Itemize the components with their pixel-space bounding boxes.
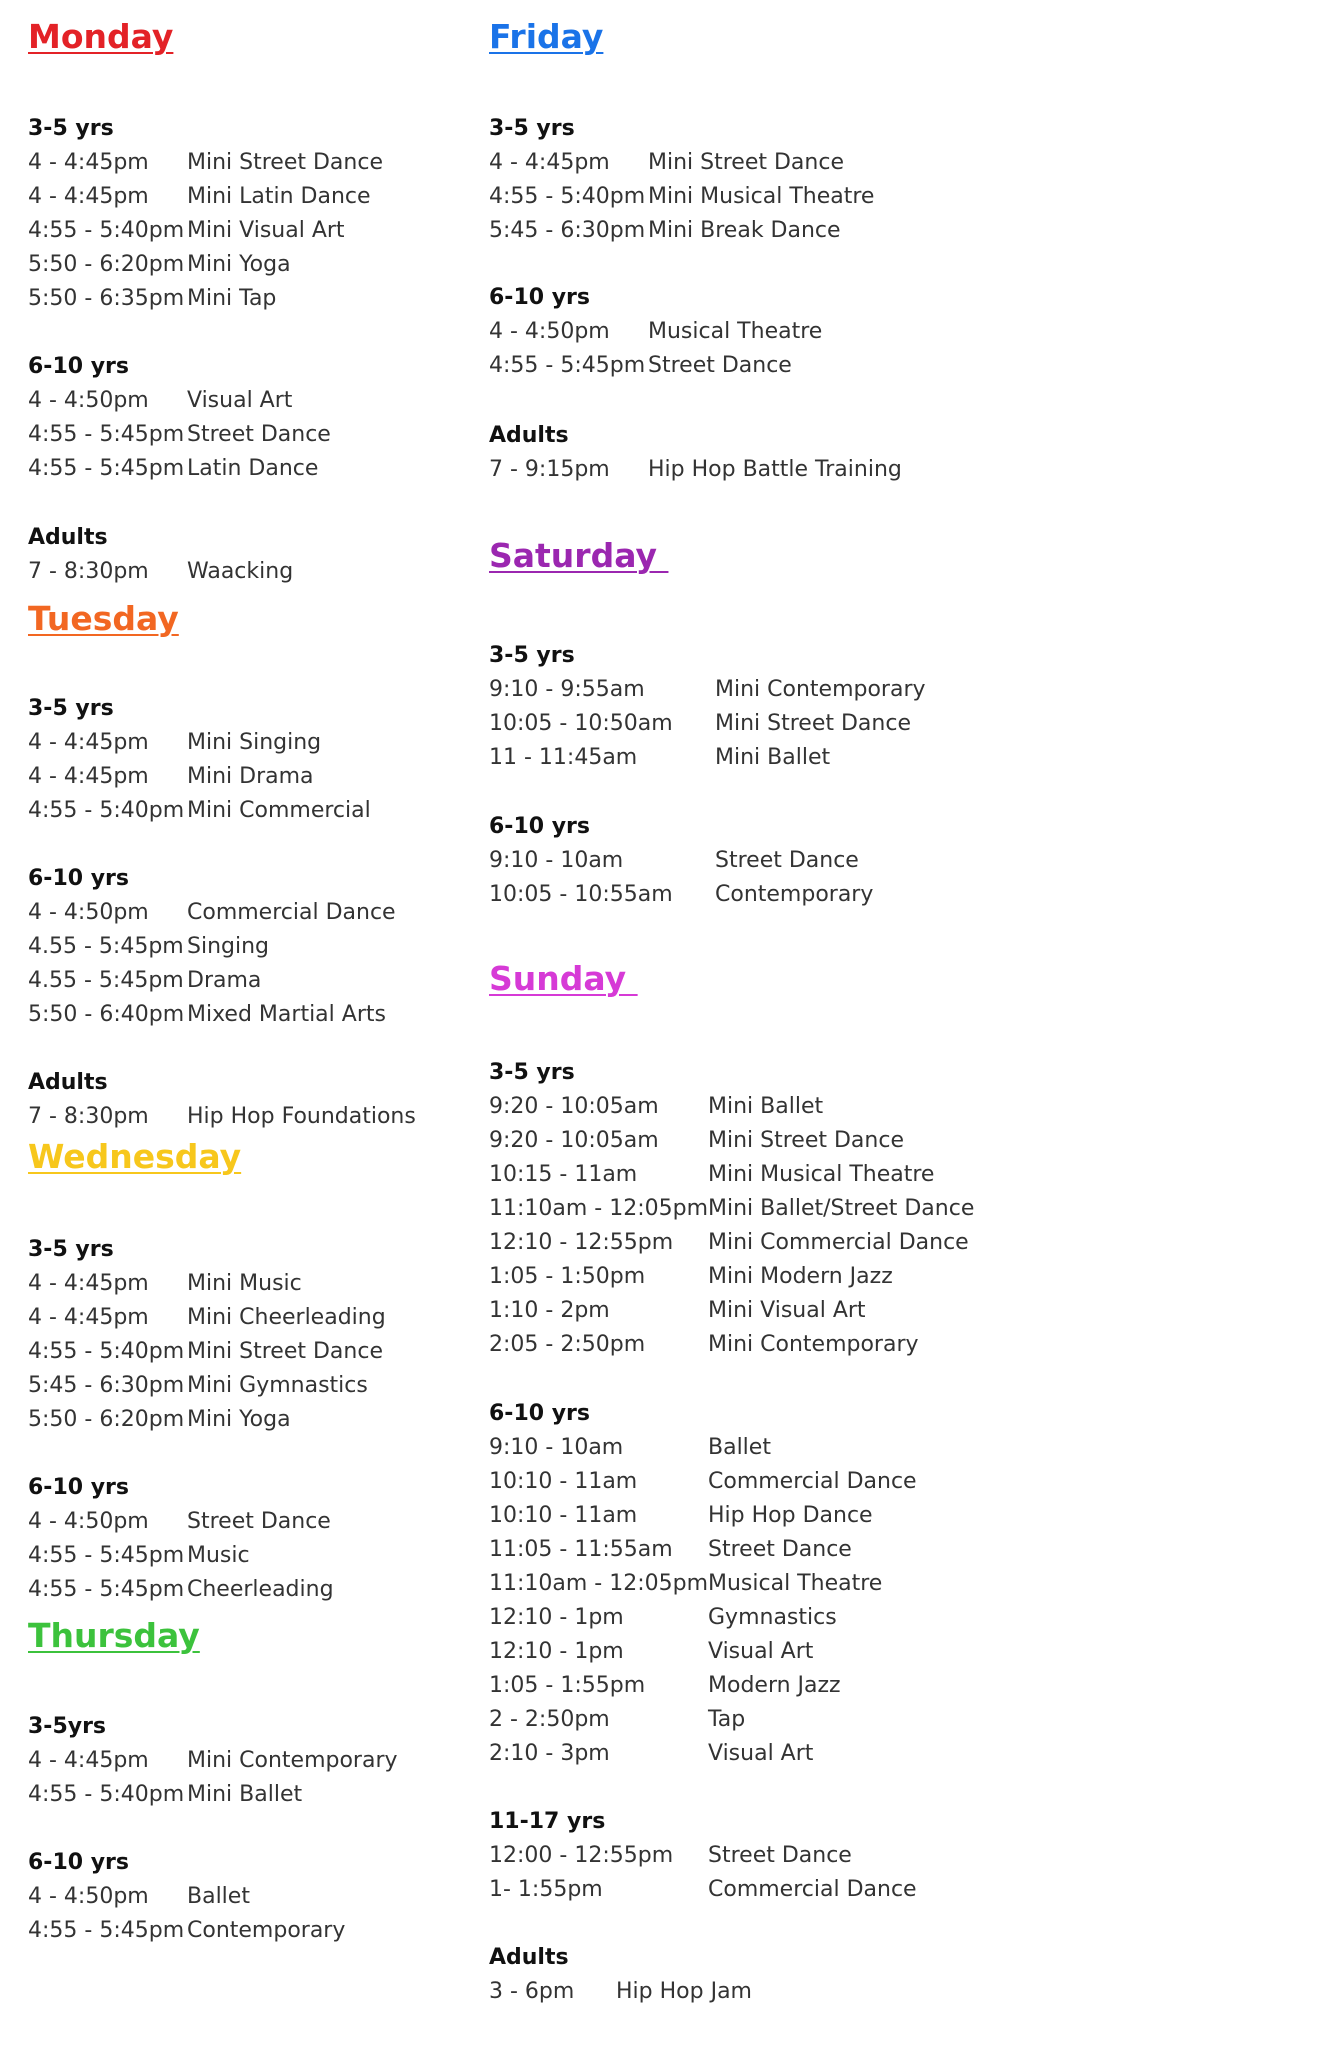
class-time: 4 - 4:45pm — [489, 150, 610, 175]
class-time: 4 - 4:45pm — [28, 150, 149, 175]
age-group-label: 6-10 yrs — [28, 354, 129, 379]
class-name: Hip Hop Foundations — [187, 1104, 416, 1129]
class-name: Mini Musical Theatre — [648, 184, 875, 209]
age-group-label: 3-5 yrs — [28, 1237, 114, 1262]
class-name: Mini Cheerleading — [187, 1305, 386, 1330]
age-group-label: 3-5 yrs — [489, 1060, 575, 1085]
class-name: Mini Visual Art — [187, 218, 345, 243]
class-time: 2:10 - 3pm — [489, 1741, 610, 1766]
class-time: 10:05 - 10:50am — [489, 711, 673, 736]
class-time: 4:55 - 5:45pm — [28, 1577, 185, 1602]
class-name: Tap — [708, 1707, 746, 1732]
class-time: 10:15 - 11am — [489, 1162, 638, 1187]
class-name: Street Dance — [708, 1843, 852, 1868]
class-time: 1:05 - 1:50pm — [489, 1264, 646, 1289]
class-name: Cheerleading — [187, 1577, 334, 1602]
class-time: 2:05 - 2:50pm — [489, 1332, 646, 1357]
age-group-label: 3-5 yrs — [28, 116, 114, 141]
class-name: Commercial Dance — [708, 1469, 917, 1494]
class-name: Mini Gymnastics — [187, 1373, 368, 1398]
class-name: Mini Visual Art — [708, 1298, 866, 1323]
class-name: Mini Music — [187, 1271, 302, 1296]
class-time: 4:55 - 5:45pm — [489, 353, 646, 378]
class-name: Mini Yoga — [187, 1407, 291, 1432]
class-time: 4 - 4:50pm — [28, 1884, 149, 1909]
age-group-label: Adults — [489, 423, 569, 448]
class-name: Mini Ballet — [708, 1094, 824, 1119]
day-heading-friday: Friday — [489, 17, 604, 56]
class-name: Hip Hop Dance — [708, 1503, 873, 1528]
age-group-label: 3-5 yrs — [489, 643, 575, 668]
class-name: Street Dance — [715, 848, 859, 873]
class-name: Mini Ballet — [187, 1782, 303, 1807]
class-name: Mini Musical Theatre — [708, 1162, 935, 1187]
age-group-label: 11-17 yrs — [489, 1809, 606, 1834]
class-name: Street Dance — [187, 1509, 331, 1534]
class-time: 1:05 - 1:55pm — [489, 1673, 646, 1698]
class-time: 4 - 4:50pm — [28, 900, 149, 925]
class-name: Street Dance — [648, 353, 792, 378]
class-time: 4:55 - 5:40pm — [489, 184, 646, 209]
day-heading-tuesday: Tuesday — [28, 599, 179, 638]
class-name: Mini Street Dance — [187, 150, 383, 175]
class-time: 4:55 - 5:45pm — [28, 456, 185, 481]
class-time: 11:10am - 12:05pm — [489, 1571, 709, 1596]
class-name: Mini Latin Dance — [187, 184, 371, 209]
class-name: Ballet — [708, 1435, 771, 1460]
class-time: 9:10 - 9:55am — [489, 677, 645, 702]
class-time: 12:10 - 1pm — [489, 1605, 624, 1630]
class-name: Mini Tap — [187, 286, 277, 311]
age-group-label: 6-10 yrs — [28, 1475, 129, 1500]
class-name: Ballet — [187, 1884, 250, 1909]
age-group-label: 6-10 yrs — [28, 866, 129, 891]
class-time: 11 - 11:45am — [489, 745, 638, 770]
age-group-label: 6-10 yrs — [489, 1401, 590, 1426]
class-time: 4:55 - 5:40pm — [28, 1339, 185, 1364]
class-time: 5:50 - 6:20pm — [28, 252, 185, 277]
class-time: 4 - 4:45pm — [28, 1748, 149, 1773]
age-group-label: 3-5 yrs — [28, 696, 114, 721]
class-name: Street Dance — [708, 1537, 852, 1562]
class-time: 4:55 - 5:45pm — [28, 1918, 185, 1943]
class-time: 10:10 - 11am — [489, 1469, 638, 1494]
class-time: 7 - 8:30pm — [28, 1104, 149, 1129]
class-time: 4:55 - 5:40pm — [28, 1782, 185, 1807]
class-name: Latin Dance — [187, 456, 319, 481]
class-time: 4.55 - 5:45pm — [28, 968, 184, 993]
class-time: 3 - 6pm — [489, 1979, 575, 2004]
class-time: 10:05 - 10:55am — [489, 882, 673, 907]
class-name: Mini Ballet/Street Dance — [708, 1196, 975, 1221]
class-name: Mini Street Dance — [648, 150, 844, 175]
class-time: 4 - 4:45pm — [28, 1305, 149, 1330]
class-name: Mini Street Dance — [715, 711, 911, 736]
age-group-label: 6-10 yrs — [489, 285, 590, 310]
class-name: Mini Modern Jazz — [708, 1264, 893, 1289]
class-time: 5:45 - 6:30pm — [28, 1373, 185, 1398]
age-group-label: 3-5 yrs — [489, 116, 575, 141]
class-time: 7 - 8:30pm — [28, 559, 149, 584]
class-name: Mini Ballet — [715, 745, 831, 770]
class-time: 4:55 - 5:45pm — [28, 1543, 185, 1568]
class-name: Commercial Dance — [708, 1877, 917, 1902]
class-name: Mini Break Dance — [648, 218, 841, 243]
day-heading-sunday: Sunday — [489, 959, 638, 998]
class-time: 5:45 - 6:30pm — [489, 218, 646, 243]
class-time: 7 - 9:15pm — [489, 457, 610, 482]
class-name: Mini Commercial Dance — [708, 1230, 969, 1255]
class-time: 4 - 4:50pm — [489, 319, 610, 344]
class-time: 4 - 4:45pm — [28, 730, 149, 755]
age-group-label: Adults — [489, 1945, 569, 1970]
class-time: 5:50 - 6:35pm — [28, 286, 185, 311]
class-name: Musical Theatre — [648, 319, 823, 344]
class-time: 12:10 - 1pm — [489, 1639, 624, 1664]
class-time: 4 - 4:45pm — [28, 764, 149, 789]
class-time: 4:55 - 5:40pm — [28, 218, 185, 243]
class-time: 9:10 - 10am — [489, 1435, 624, 1460]
age-group-label: 6-10 yrs — [489, 814, 590, 839]
class-name: Mini Street Dance — [187, 1339, 383, 1364]
class-name: Mini Contemporary — [708, 1332, 919, 1357]
class-time: 2 - 2:50pm — [489, 1707, 610, 1732]
class-time: 12:00 - 12:55pm — [489, 1843, 674, 1868]
class-name: Contemporary — [187, 1918, 346, 1943]
class-time: 4:55 - 5:40pm — [28, 798, 185, 823]
class-time: 1- 1:55pm — [489, 1877, 603, 1902]
class-time: 4 - 4:45pm — [28, 1271, 149, 1296]
class-name: Drama — [187, 968, 262, 993]
class-time: 4:55 - 5:45pm — [28, 422, 185, 447]
class-name: Visual Art — [187, 388, 293, 413]
day-heading-saturday: Saturday — [489, 536, 669, 575]
class-time: 1:10 - 2pm — [489, 1298, 610, 1323]
day-heading-thursday: Thursday — [28, 1616, 200, 1655]
class-name: Singing — [187, 934, 270, 959]
class-time: 4 - 4:50pm — [28, 388, 149, 413]
class-name: Mini Yoga — [187, 252, 291, 277]
class-name: Mini Singing — [187, 730, 322, 755]
class-time: 9:20 - 10:05am — [489, 1128, 659, 1153]
class-name: Mini Commercial — [187, 798, 371, 823]
age-group-label: 3-5yrs — [28, 1714, 107, 1739]
class-time: 4 - 4:45pm — [28, 184, 149, 209]
class-name: Mini Street Dance — [708, 1128, 904, 1153]
class-time: 9:20 - 10:05am — [489, 1094, 659, 1119]
class-name: Music — [187, 1543, 250, 1568]
class-time: 11:05 - 11:55am — [489, 1537, 673, 1562]
class-name: Mini Contemporary — [715, 677, 926, 702]
class-time: 12:10 - 12:55pm — [489, 1230, 674, 1255]
class-name: Visual Art — [708, 1639, 814, 1664]
age-group-label: Adults — [28, 525, 108, 550]
class-time: 4.55 - 5:45pm — [28, 934, 184, 959]
class-name: Mini Contemporary — [187, 1748, 398, 1773]
class-name: Commercial Dance — [187, 900, 396, 925]
class-name: Street Dance — [187, 422, 331, 447]
age-group-label: Adults — [28, 1070, 108, 1095]
class-name: Mini Drama — [187, 764, 314, 789]
age-group-label: 6-10 yrs — [28, 1850, 129, 1875]
class-time: 9:10 - 10am — [489, 848, 624, 873]
class-name: Gymnastics — [708, 1605, 837, 1630]
class-time: 10:10 - 11am — [489, 1503, 638, 1528]
class-time: 4 - 4:50pm — [28, 1509, 149, 1534]
class-name: Mixed Martial Arts — [187, 1002, 386, 1027]
class-name: Waacking — [187, 559, 294, 584]
class-name: Musical Theatre — [708, 1571, 883, 1596]
class-time: 5:50 - 6:40pm — [28, 1002, 185, 1027]
class-name: Visual Art — [708, 1741, 814, 1766]
class-name: Hip Hop Battle Training — [648, 457, 902, 482]
class-name: Modern Jazz — [708, 1673, 841, 1698]
class-name: Contemporary — [715, 882, 874, 907]
class-name: Hip Hop Jam — [616, 1979, 752, 2004]
day-heading-wednesday: Wednesday — [28, 1137, 242, 1176]
day-heading-monday: Monday — [28, 17, 174, 56]
class-time: 5:50 - 6:20pm — [28, 1407, 185, 1432]
class-time: 11:10am - 12:05pm — [489, 1196, 709, 1221]
